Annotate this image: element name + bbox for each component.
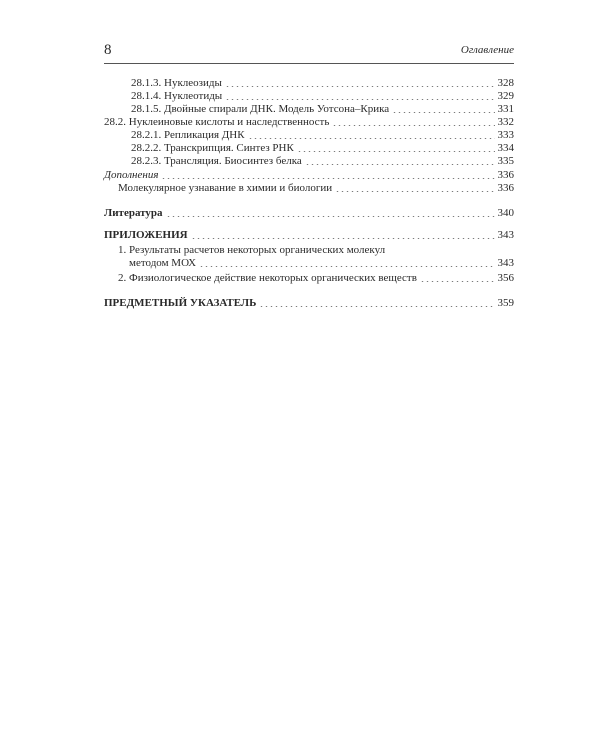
- toc-entry-page: 335: [497, 155, 514, 167]
- toc-entry[interactable]: [104, 229, 514, 242]
- toc-entry-label: ПРИЛОЖЕНИЯ: [104, 229, 188, 241]
- toc-entry-page: 336: [497, 182, 514, 194]
- leader-dots: [225, 86, 495, 87]
- leader-dots: [166, 216, 495, 217]
- toc-entry-page: 328: [497, 77, 514, 89]
- leader-dots: [420, 281, 495, 282]
- toc-entry-label: Молекулярное узнавание в химии и биологии: [118, 182, 333, 194]
- leader-dots: [332, 125, 494, 126]
- leader-dots: [225, 99, 494, 100]
- leader-dots: [248, 138, 495, 139]
- toc-entry-label: ПРЕДМЕТНЫЙ УКАЗАТЕЛЬ: [104, 297, 257, 309]
- toc-entry[interactable]: [131, 90, 514, 103]
- toc-entry-page: 334: [497, 142, 514, 154]
- toc-entry[interactable]: [104, 116, 514, 129]
- toc-entry-label: 28.2.1. Репликация ДНК: [131, 129, 245, 141]
- toc-entry-label: Литература: [104, 207, 163, 219]
- page-number: 8: [104, 42, 112, 58]
- toc-entry[interactable]: [104, 207, 514, 220]
- toc-entry-page: 343: [497, 257, 514, 269]
- toc-entry-label: 28.1.4. Нуклеотиды: [131, 90, 223, 102]
- header-rule: [104, 63, 514, 64]
- toc-entry-page: 356: [497, 272, 514, 284]
- toc-entry-label: Дополнения: [104, 169, 159, 181]
- toc-entry[interactable]: [118, 272, 514, 285]
- running-title: Оглавление: [460, 44, 514, 56]
- leader-dots: [161, 178, 494, 179]
- toc-entry-label: 2. Физиологическое действие некоторых органических веществ: [118, 272, 417, 284]
- toc-entry[interactable]: [131, 129, 514, 142]
- toc-entry-page: 340: [497, 207, 514, 219]
- toc-entry-label: 28.1.5. Двойные спирали ДНК. Модель Уотсона–Крика: [131, 103, 390, 115]
- toc-entry[interactable]: [104, 297, 514, 310]
- leader-dots: [335, 191, 494, 192]
- leader-dots: [199, 266, 494, 267]
- toc-entry-page: 332: [497, 116, 514, 128]
- leader-dots: [392, 112, 494, 113]
- toc-entry-label: 28.2.2. Транскрипция. Синтез РНК: [131, 142, 294, 154]
- toc-entry[interactable]: [129, 257, 514, 270]
- toc-entry-label-line1: 1. Результаты расчетов некоторых органических молекул: [118, 244, 386, 256]
- toc-entry[interactable]: [104, 169, 514, 182]
- leader-dots: [259, 306, 494, 307]
- toc-entry-page: 343: [497, 229, 514, 241]
- toc-entry[interactable]: [131, 103, 514, 116]
- toc-entry[interactable]: [118, 182, 514, 195]
- leader-dots: [297, 151, 495, 152]
- leader-dots: [305, 164, 495, 165]
- toc-entry-page: 329: [497, 90, 514, 102]
- toc-entry-label: 28.1.3. Нуклеозиды: [131, 77, 222, 89]
- toc-entry-label: методом МОХ: [129, 257, 197, 269]
- toc-entry[interactable]: [131, 77, 514, 90]
- toc-entry-label: 28.2.3. Трансляция. Биосинтез белка: [131, 155, 302, 167]
- toc-entry-page: 359: [497, 297, 514, 309]
- toc-entry[interactable]: [131, 142, 514, 155]
- page-header: [104, 42, 514, 62]
- toc-entry-page: 331: [497, 103, 514, 115]
- toc-entry-page: 333: [497, 129, 514, 141]
- leader-dots: [191, 238, 495, 239]
- toc-entry-label: 28.2. Нуклеиновые кислоты и наследственность: [104, 116, 330, 128]
- toc-entry[interactable]: [131, 155, 514, 168]
- toc-entry-page: 336: [497, 169, 514, 181]
